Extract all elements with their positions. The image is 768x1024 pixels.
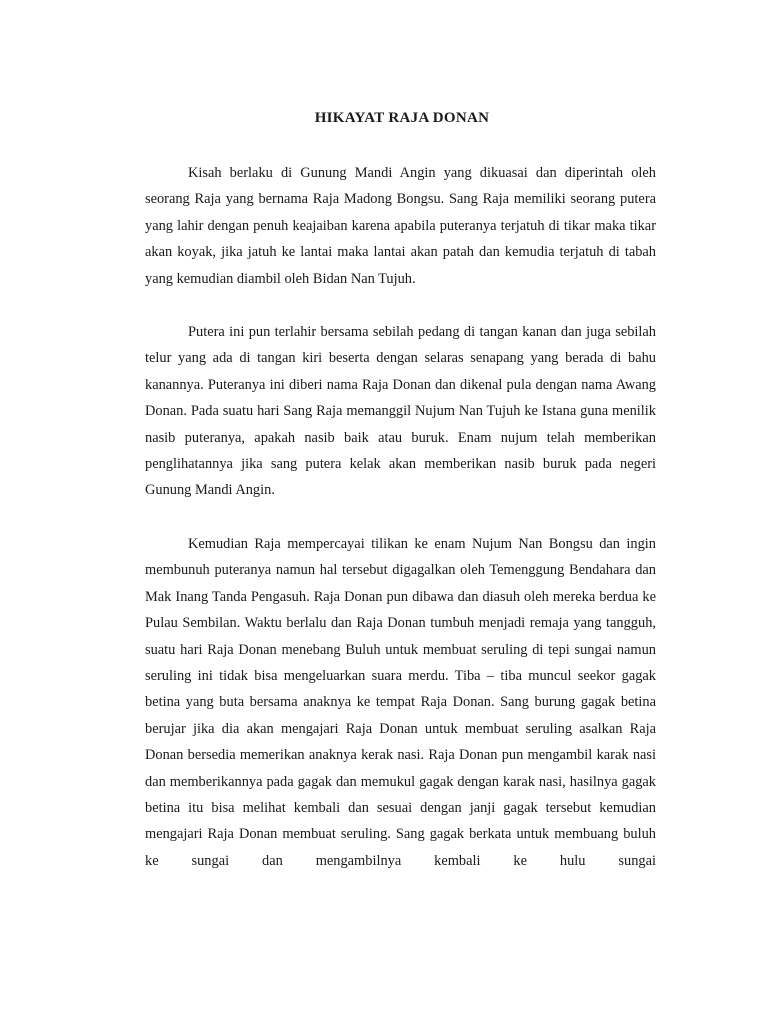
document-body <box>145 160 656 874</box>
document-title: HIKAYAT RAJA DONAN <box>314 110 490 126</box>
paragraph-1: Kisah berlaku di Gunung Mandi Angin yang dikuasai dan diperintah oleh seorang Raja yang bernama Raja Madong Bongsu. Sang Raja memiliki seorang putera yang lahir dengan penuh keajaiban karena apabila puteranya terjatuh di tikar maka tikar akan koyak, jika jatuh ke lantai maka lantai akan patah dan kemudia terjatuh di tabah yang kemudian diambil oleh Bidan Nan Tujuh. <box>145 165 656 287</box>
paragraph-3: Kemudian Raja mempercayai tilikan ke enam Nujum Nan Bongsu dan ingin membunuh puteranya namun hal tersebut digagalkan oleh Temenggung Bendahara dan Mak Inang Tanda Pengasuh. Raja Donan pun dibawa dan diasuh oleh mereka berdua ke Pulau Sembilan. Waktu berlalu dan Raja Donan tumbuh menjadi remaja yang tangguh, suatu hari Raja Donan menebang Buluh untuk membuat seruling di tepi sungai namun seruling ini tidak bisa mengeluarkan suara merdu. Tiba – tiba muncul seekor gagak betina yang buta bersama anaknya ke tempat Raja Donan. Sang burung gagak betina berujar jika dia akan mengajari Raja Donan untuk membuat seruling asalkan Raja Donan bersedia memerikan anaknya kerak nasi. Raja Donan pun mengambil karak nasi dan memberikannya pada gagak dan memukul gagak dengan karak nasi, hasilnya gagak betina itu bisa melihat kembali dan sesuai dengan janji gagak tersebut kemudian mengajari Raja Donan membuat seruling. Sang gagak berkata untuk membuang buluh ke sungai dan mengambilnya kembali ke hulu sungai <box>145 535 656 869</box>
paragraph-2: Putera ini pun terlahir bersama sebilah pedang di tangan kanan dan juga sebilah telur yang ada di tangan kiri beserta dengan selaras senapang yang berada di bahu kanannya. Puteranya ini diberi nama Raja Donan dan dikenal pula dengan nama Awang Donan. Pada suatu hari Sang Raja memanggil Nujum Nan Tujuh ke Istana guna menilik nasib puteranya, apakah nasib baik atau buruk. Enam nujum telah memberikan penglihatannya jika sang putera kelak akan memberikan nasib buruk pada negeri Gunung Mandi Angin. <box>145 324 656 499</box>
